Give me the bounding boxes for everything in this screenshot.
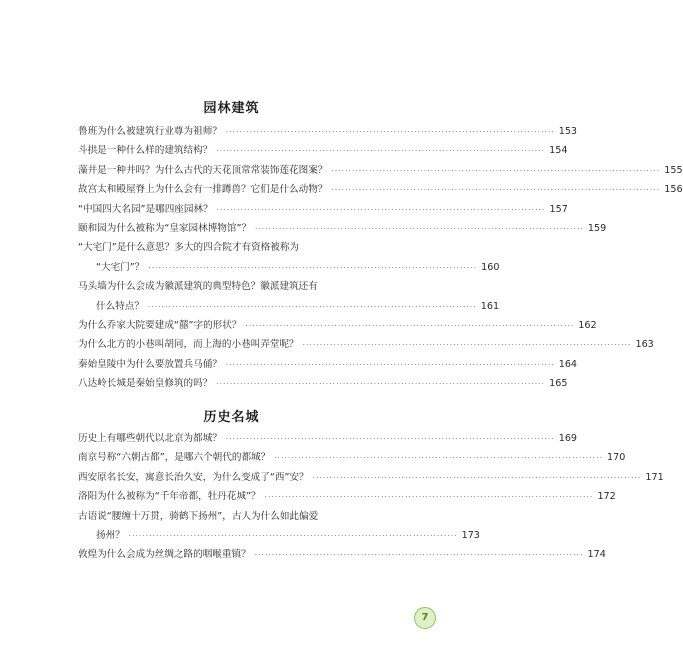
toc-entry[interactable]	[78, 219, 607, 238]
toc-entry[interactable]	[78, 468, 664, 487]
dot-leader	[303, 336, 632, 355]
toc-entry-title: 洛阳为什么被称为“千年帝都，牡丹花城”？	[78, 491, 261, 503]
dot-leader	[255, 220, 584, 239]
toc-entry-title: 斗拱是一种什么样的建筑结构？	[78, 145, 213, 157]
toc-entry-page: 163	[635, 339, 654, 351]
dot-leader	[226, 123, 555, 142]
toc-entry-line-1[interactable]	[78, 238, 388, 257]
dot-leader	[226, 430, 555, 449]
toc-entry-page: 172	[597, 491, 616, 503]
toc-entry-title: 故宫太和殿屋脊上为什么会有一排蹲兽？它们是什么动物？	[78, 184, 328, 196]
toc-entry-line-2[interactable]	[78, 526, 480, 545]
toc-entry-page: 161	[480, 300, 500, 312]
dot-leader	[313, 469, 642, 488]
toc-entry-page: 154	[549, 145, 568, 157]
toc-entry-title: 为什么乔家大院要建成“囍”字的形状？	[78, 319, 242, 331]
toc-entry-title: 古语说“腰缠十万贯，骑鹤下扬州”，古人为什么如此偏爱	[78, 510, 319, 522]
section-title-historic-cities: 历史名城	[203, 410, 260, 425]
toc-entry[interactable]	[78, 335, 654, 354]
toc-entry-title-cont: 什么特点？	[96, 300, 144, 312]
toc-entry-page: 153	[558, 126, 578, 137]
dot-leader	[255, 546, 584, 565]
toc-entry-page: 174	[587, 549, 606, 561]
toc-entry-line-1[interactable]	[78, 277, 388, 296]
toc-entry[interactable]	[78, 355, 578, 374]
toc-entry[interactable]	[78, 487, 616, 506]
toc-entry-page: 157	[549, 203, 568, 215]
toc-entry-title: 西安原名长安，寓意长治久安，为什么变成了“西”安？	[78, 471, 309, 483]
toc-list-historic-cities	[78, 429, 664, 565]
toc-entry-page: 159	[587, 222, 607, 234]
dot-leader	[226, 356, 555, 375]
toc-entry[interactable]	[78, 316, 597, 335]
toc-entry-page: 171	[645, 471, 664, 483]
dot-leader	[148, 259, 477, 278]
toc-entry-title: “中国四大名园”是哪四座园林？	[78, 203, 213, 215]
toc-entry-title: 八达岭长城是秦始皇修筑的吗？	[78, 378, 213, 390]
section-title-gardens: 园林建筑	[203, 101, 260, 116]
dot-leader	[216, 375, 545, 394]
toc-entry-page: 173	[461, 529, 480, 541]
toc-entry[interactable]	[78, 374, 568, 393]
toc-entry-page: 169	[558, 433, 578, 444]
dot-leader	[129, 527, 458, 546]
toc-entry-title: 敦煌为什么会成为丝绸之路的咽喉重镇？	[78, 549, 251, 561]
toc-entry-title: 南京号称“六朝古都”，是哪六个朝代的都城？	[78, 452, 271, 464]
toc-entry-page: 160	[481, 261, 500, 273]
toc-entry-title: 秦始皇陵中为什么要放置兵马俑？	[78, 358, 222, 370]
toc-entry-line-2[interactable]	[78, 258, 500, 277]
toc-entry-page: 155	[664, 164, 683, 176]
toc-entry-title: 为什么北方的小巷叫胡同，而上海的小巷叫弄堂呢？	[78, 339, 299, 351]
toc-entry-page: 170	[607, 452, 626, 464]
toc-entry-title: 历史上有哪些朝代以北京为都城？	[78, 433, 222, 444]
toc-list-gardens	[78, 122, 683, 393]
toc-entry-page: 164	[558, 358, 578, 370]
toc-entry-title: 颐和园为什么被称为“皇家园林博物馆”？	[78, 222, 252, 234]
dot-leader	[274, 449, 603, 468]
page-number-badge: 7	[414, 607, 436, 629]
toc-entry-title-cont: 扬州？	[96, 529, 125, 541]
toc-entry[interactable]	[78, 141, 568, 160]
toc-entry-title: “大宅门”是什么意思？多大的四合院才有资格被称为	[78, 242, 300, 254]
toc-entry-line-2[interactable]	[78, 297, 500, 316]
dot-leader	[331, 181, 660, 200]
toc-entry-title-cont: “大宅门”？	[96, 261, 145, 273]
toc-entry[interactable]	[78, 122, 578, 141]
toc-entry[interactable]	[78, 200, 568, 219]
dot-leader	[216, 142, 545, 161]
toc-entry-page: 156	[664, 184, 683, 196]
dot-leader	[217, 201, 546, 220]
toc-entry[interactable]	[78, 180, 683, 199]
toc-entry[interactable]	[78, 161, 683, 180]
dot-leader	[331, 162, 660, 181]
toc-entry[interactable]	[78, 429, 578, 448]
toc-entry[interactable]	[78, 545, 606, 564]
toc-entry-page: 162	[578, 319, 597, 331]
toc-entry-line-1[interactable]	[78, 507, 388, 526]
toc-entry-title: 藻井是一种井吗？为什么古代的天花顶常常装饰莲花图案？	[78, 164, 328, 176]
toc-entry-page: 165	[549, 378, 568, 390]
dot-leader	[148, 298, 477, 317]
toc-entry-title: 马头墙为什么会成为徽派建筑的典型特色？徽派建筑还有	[78, 281, 318, 293]
dot-leader	[245, 317, 574, 336]
toc-entry[interactable]	[78, 448, 626, 467]
toc-entry-title: 鲁班为什么被建筑行业尊为祖师？	[78, 126, 222, 137]
dot-leader	[265, 488, 594, 507]
